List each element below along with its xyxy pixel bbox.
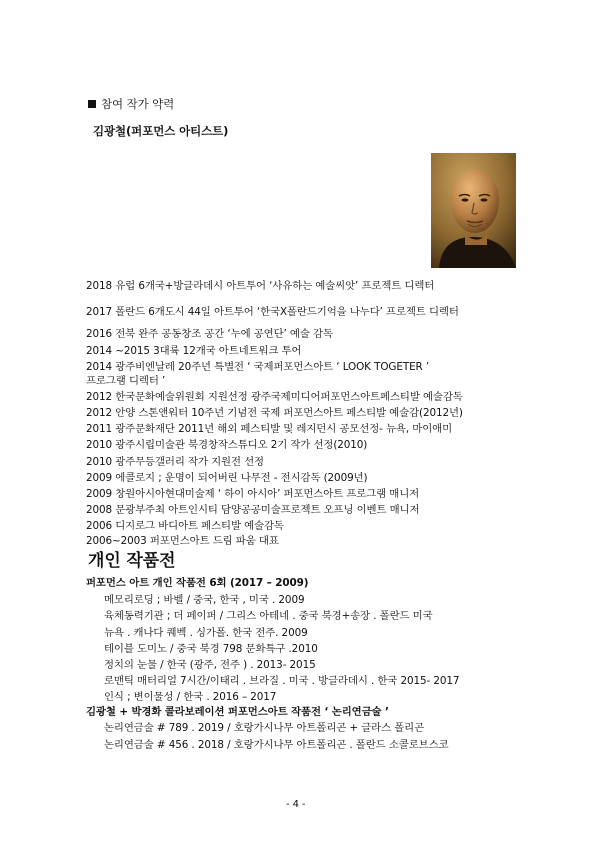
career-item: 2012 안양 스톤앤워터 10주년 기념전 국제 퍼포먼스아트 페스티발 예술감(2012년)	[86, 407, 463, 419]
collaboration-work-item: 논리연금술 # 456 . 2018 / 호랑가시나무 아트폴리곤 . 폴란드 소콜로브스코	[104, 739, 449, 751]
solo-work-item: 정치의 눈물 / 한국 (광주, 전주 ) . 2013- 2015	[104, 659, 316, 671]
artist-name: 김광철(퍼포먼스 아티스트)	[93, 124, 229, 138]
solo-exhibitions-heading: 개인 작품전	[88, 551, 176, 571]
solo-work-item: 뉴욕 . 캐나다 퀘벡 . 싱가폴. 한국 전주. 2009	[104, 627, 308, 639]
career-item: 2009 창원아시아현대미술제 ‘ 하이 아시아’ 퍼포먼스아트 프로그램 매니저	[86, 488, 420, 500]
solo-work-item: 로맨틱 매터리얼 7시간/이태리 . 브라질 . 미국 . 방글라데시 . 한국 2015- 2017	[104, 675, 460, 687]
solo-work-item: 메모리로딩 ; 바벨 / 중국, 한국 , 미국 . 2009	[104, 594, 305, 606]
career-item: 2016 전북 완주 공동창조 공간 ‘누에 공연단’ 예술 감독	[86, 328, 333, 340]
collaboration-heading: 김광철 + 박경화 콜라보레이션 퍼포먼스아트 작품전 ‘ 논리연금술 ’	[86, 706, 389, 718]
artist-portrait-image	[431, 153, 516, 268]
career-item: 2012 한국문화예술위원회 지원선정 광주국제미디어퍼포먼스아트페스티발 예술감독	[86, 391, 463, 403]
career-item: 2014 광주비엔날레 20주년 특별전 ‘ 국제퍼포먼스아트 ‘ LOOK TOGETER ’	[86, 361, 430, 373]
solo-work-item: 인식 ; 변이물성 / 한국 . 2016 – 2017	[104, 691, 277, 703]
career-item: 프로그램 디렉터 ’	[86, 375, 166, 387]
page-number: - 4 -	[286, 799, 306, 810]
solo-work-item: 육체동력기관 ; 더 페이퍼 / 그리스 아테네 . 중국 북경+송장 . 폴란드 미국	[104, 610, 433, 622]
section-heading-text: 참여 작가 약력	[101, 97, 175, 111]
career-item: 2010 광주무등갤러리 작가 지원전 선정	[86, 456, 264, 468]
career-item: 2008 문광부주최 아트인시티 담양공공미술프로젝트 오프닝 이벤트 매니저	[86, 504, 420, 516]
career-item: 2010 광주시립미술관 북경창작스튜디오 2기 작가 선정(2010)	[86, 439, 368, 451]
collaboration-work-item: 논리연금술 # 789 . 2019 / 호랑가시나무 아트폴리곤 + 글라스 폴리곤	[104, 722, 425, 734]
artist-photo	[431, 153, 516, 268]
career-item: 2014 ~2015 3대륙 12개국 아트네트워크 투어	[86, 345, 302, 357]
career-item: 2011 광주문화재단 2011년 해외 페스티발 및 레지던시 공모선정- 뉴욕, 마이애미	[86, 423, 453, 435]
career-item: 2006~2003 퍼포먼스아트 드림 파움 대표	[86, 535, 279, 547]
career-item: 2006 디지로그 바디아트 페스티발 예술감독	[86, 520, 284, 532]
solo-work-item: 테이블 도미노 / 중국 북경 798 문화특구 .2010	[104, 643, 318, 655]
solo-exhibitions-subheading: 퍼포먼스 아트 개인 작품전 6회 (2017 – 2009)	[86, 577, 309, 589]
section-heading	[88, 98, 174, 111]
career-item: 2009 에콜로지 ; 운명이 되어버린 나무전 - 전시감독 (2009년)	[86, 472, 368, 484]
career-item: 2017 폴란드 6개도시 44일 아트투어 ‘한국X폴란드기억을 나누다’ 프로젝트 디렉터	[86, 306, 459, 318]
career-item: 2018 유럽 6개국+방글라데시 아트투어 ‘사유하는 예술씨앗’ 프로젝트 디렉터	[86, 280, 435, 292]
square-bullet-icon	[88, 100, 96, 108]
